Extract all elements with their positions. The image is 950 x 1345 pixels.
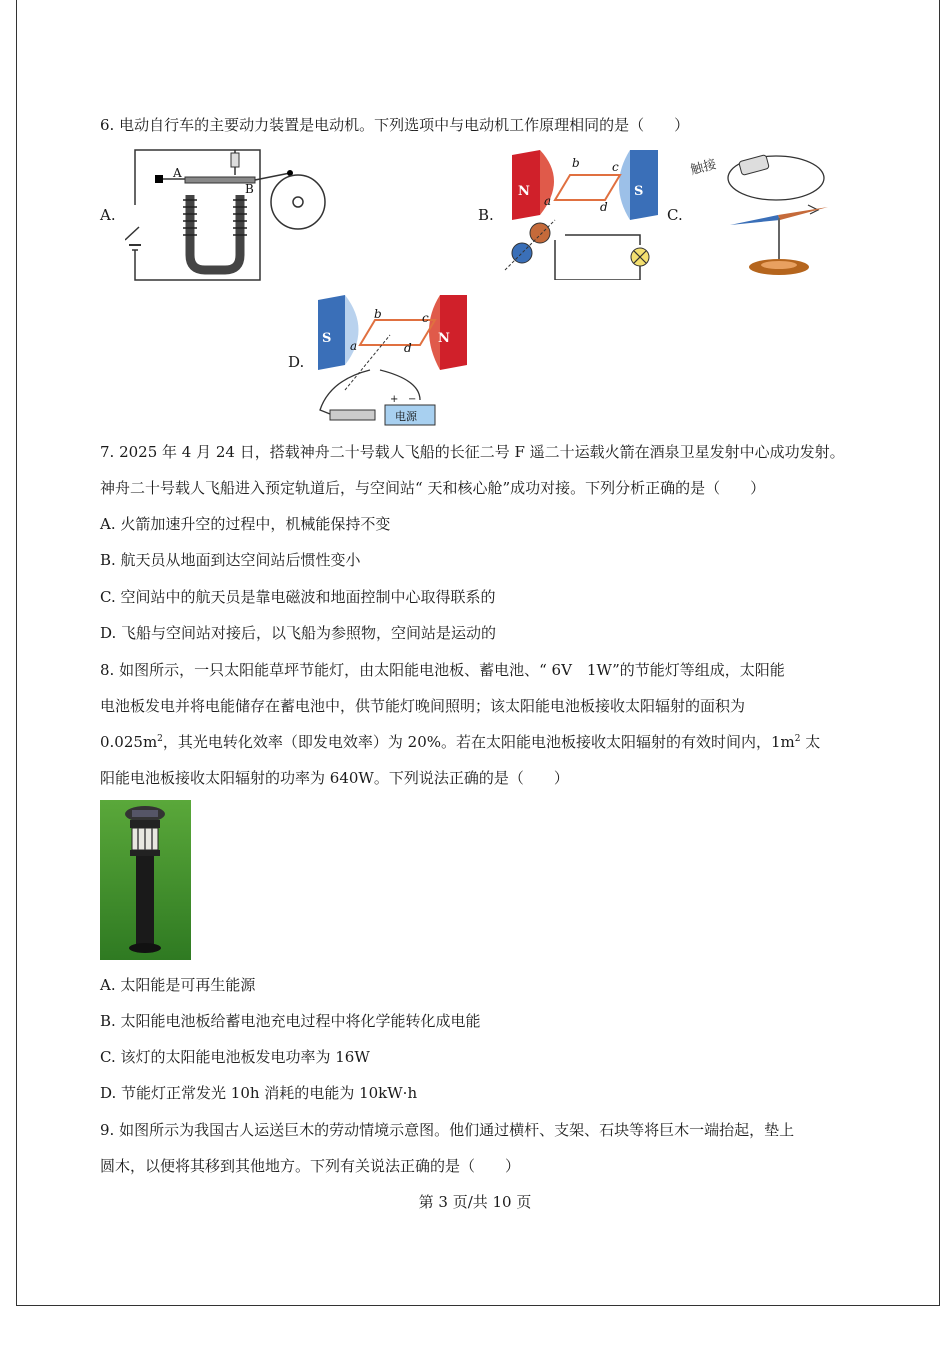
q8-unit-exponent: 2 bbox=[794, 734, 801, 744]
solar-lawn-lamp-photo bbox=[100, 800, 191, 960]
fig-d-label-d: d bbox=[404, 341, 412, 355]
q8-line3-tail: 太 bbox=[800, 733, 821, 751]
q6-option-a-label: A. bbox=[100, 206, 116, 224]
q8-efficiency-text: ，其光电转化效率（即发电效率）为 20%。若在太阳能电池板接收太阳辐射的有效时间内，1m bbox=[162, 733, 795, 751]
fig-d-label-a: a bbox=[350, 339, 358, 353]
fig-d-label-c: c bbox=[422, 311, 429, 325]
fig-b-label-d: d bbox=[600, 200, 608, 214]
fig-d-power-label: 电源 bbox=[395, 410, 417, 423]
fig-a-label-a: A bbox=[173, 166, 182, 180]
motor-figure bbox=[310, 290, 475, 430]
q8-option-c: C. 该灯的太阳能电池板发电功率为 16W bbox=[100, 1048, 370, 1066]
q7-stem-line2: 神舟二十号载人飞船进入预定轨道后，与空间站“ 天和核心舱”成功对接。下列分析正确的是（ ） bbox=[100, 479, 766, 497]
fig-b-label-b: b bbox=[572, 156, 580, 170]
fig-b-label-s: S bbox=[634, 184, 644, 199]
q8-stem-line2: 电池板发电并将电能储存在蓄电池中，供节能灯晚间照明；该太阳能电池板接收太阳辐射的面积为 bbox=[100, 697, 746, 715]
q7-option-c: C. 空间站中的航天员是靠电磁波和地面控制中心取得联系的 bbox=[100, 588, 496, 606]
q9-stem-line1: 9. 如图所示为我国古人运送巨木的劳动情境示意图。他们通过横杆、支架、石块等将巨木一端抬起，垫上 bbox=[100, 1121, 795, 1139]
q6-stem: 6. 电动自行车的主要动力装置是电动机。下列选项中与电动机工作原理相同的是（ ） bbox=[100, 116, 690, 134]
q7-option-a: A. 火箭加速升空的过程中，机械能保持不变 bbox=[100, 515, 391, 533]
q8-stem-line4: 阳能电池板接收太阳辐射的功率为 640W。下列说法正确的是（ ） bbox=[100, 769, 569, 787]
q8-stem-line1: 8. 如图所示，一只太阳能草坪节能灯，由太阳能电池板、蓄电池、“ 6V 1W”的节能灯等组成，太阳能 bbox=[100, 661, 785, 679]
fig-a-label-b: B bbox=[245, 182, 254, 196]
electromagnet-bell-figure bbox=[125, 145, 335, 285]
q9-stem-line2: 圆木，以便将其移到其他地方。下列有关说法正确的是（ ） bbox=[100, 1157, 521, 1175]
fig-b-label-n: N bbox=[518, 184, 530, 199]
fig-d-label-n: N bbox=[438, 331, 450, 346]
fig-b-label-c: c bbox=[612, 160, 619, 174]
q6-option-c-label: C. bbox=[667, 206, 683, 224]
q7-option-b: B. 航天员从地面到达空间站后惯性变小 bbox=[100, 551, 361, 569]
q8-area-value: 0.025m bbox=[100, 733, 158, 751]
q6-option-b-label: B. bbox=[478, 206, 494, 224]
q7-stem-line1: 7. 2025 年 4 月 24 日，搭载神舟二十号载人飞船的长征二号 F 遥二十运载火箭在酒泉卫星发射中心成功发射。 bbox=[100, 443, 845, 461]
fig-d-minus: − bbox=[408, 394, 417, 405]
q7-option-d: D. 飞船与空间站对接后，以飞船为参照物，空间站是运动的 bbox=[100, 624, 497, 642]
q8-area-exponent: 2 bbox=[157, 734, 163, 744]
q6-option-d-label: D. bbox=[288, 353, 305, 371]
fig-d-plus: + bbox=[390, 394, 399, 405]
generator-figure bbox=[500, 145, 670, 280]
fig-b-label-a: a bbox=[544, 194, 552, 208]
q8-option-d: D. 节能灯正常发光 10h 消耗的电能为 10kW·h bbox=[100, 1084, 418, 1102]
page-footer: 第 3 页/共 10 页 bbox=[418, 1193, 532, 1211]
q8-option-b: B. 太阳能电池板给蓄电池充电过程中将化学能转化成电能 bbox=[100, 1012, 481, 1030]
q8-option-a: A. 太阳能是可再生能源 bbox=[100, 976, 256, 994]
oersted-compass-figure bbox=[688, 145, 838, 280]
fig-c-label: 触接 bbox=[689, 157, 719, 179]
fig-d-label-b: b bbox=[374, 307, 382, 321]
q8-stem-line3 bbox=[100, 732, 820, 752]
fig-d-label-s: S bbox=[322, 331, 332, 346]
